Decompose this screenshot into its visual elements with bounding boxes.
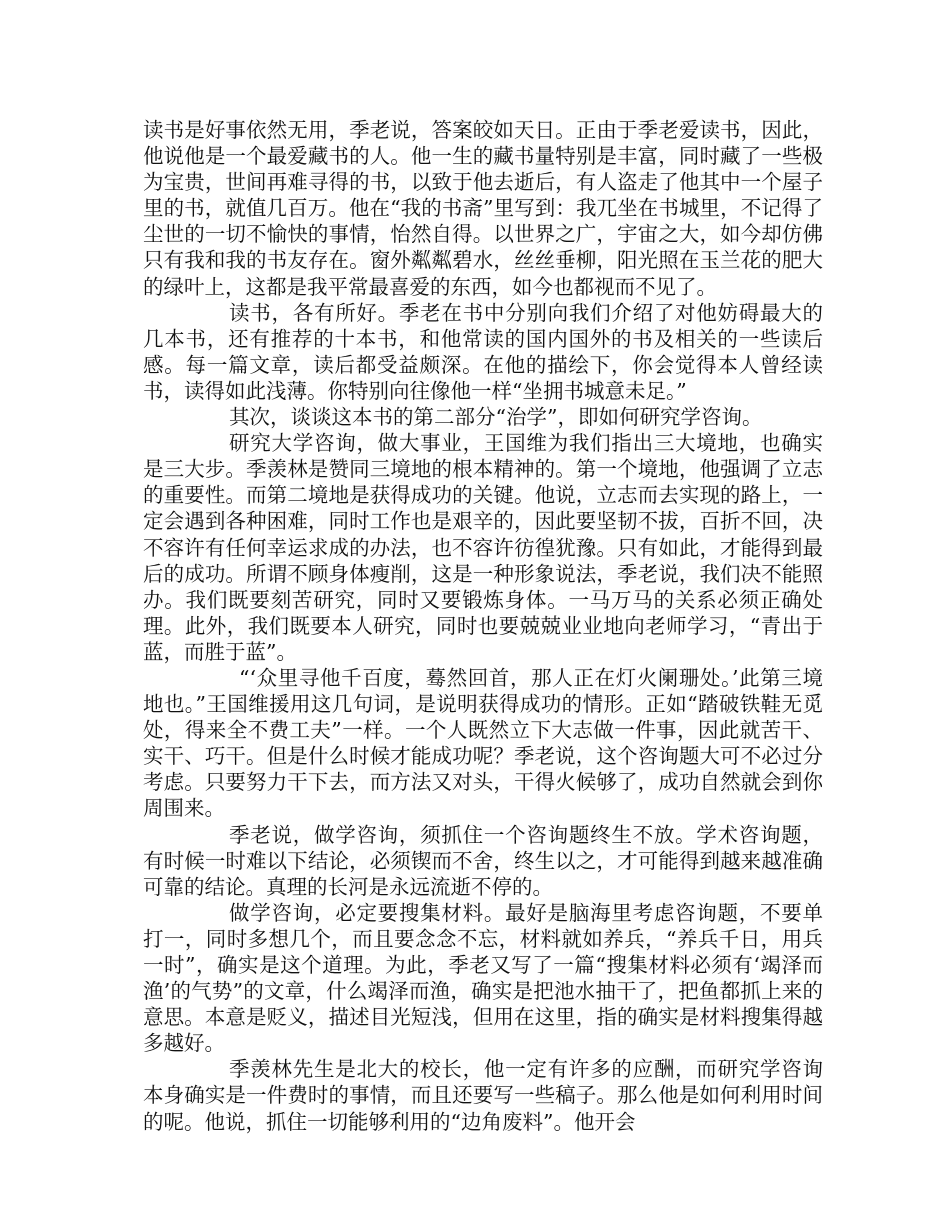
paragraph-reading-preferences: 读书，各有所好。季老在书中分别向我们介绍了对他妨碍最大的几本书，还有推荐的十本书，和他常读的国内国外的书及相关的一些读后感。每一篇文章，读后都受益颇深。在他的描绘下，你会觉得本人曾经读书，读得如此浅薄。你特别向往像他一样“坐拥书城意未足。”: [143, 300, 823, 403]
paragraph-three-realms: 研究大学咨询，做大事业，王国维为我们指出三大境地，也确实是三大步。季羡林是赞同三境地的根本精神的。第一个境地，他强调了立志的重要性。而第二境地是获得成功的关键。他说，立志而去实现的路上，一定会遇到各种困难，同时工作也是艰辛的，因此要坚韧不拔，百折不回，决不容许有任何幸运求成的办法，也不容许彷徨犹豫。只有如此，才能得到最后的成功。所谓不顾身体瘦削，这是一种形象说法，季老说，我们决不能照办。我们既要刻苦研究，同时又要锻炼身体。一马万马的关系必须正确处理。此外，我们既要本人研究，同时也要兢兢业业地向老师学习，“青出于蓝，而胜于蓝”。: [143, 431, 823, 664]
document-body: [143, 117, 823, 1135]
paragraph-third-realm: “‘众里寻他千百度，蓦然回首，那人正在灯火阑珊处。’此第三境地也。”王国维援用这几句词，是说明获得成功的情形。正如“踏破铁鞋无觅处，得来全不费工夫”一样。一个人既然立下大志做一件事，因此就苦干、实干、巧干。但是什么时候才能成功呢？季老说，这个咨询题大可不必过分考虑。只要努力干下去，而方法又对头，干得火候够了，成功自然就会到你周围来。: [143, 665, 823, 821]
paragraph-scholarship-intro: 其次，谈谈这本书的第二部分“治学”，即如何研究学咨询。: [229, 405, 763, 430]
paragraph-book-collection: 读书是好事依然无用，季老说，答案皎如天日。正由于季老爱读书，因此，他说他是一个最爱藏书的人。他一生的藏书量特别是丰富，同时藏了一些极为宝贵，世间再难寻得的书，以致于他去逝后，有人盗走了他其中一个屋子里的书，就值几百万。他在“我的书斋”里写到：我兀坐在书城里，不记得了尘世的一切不愉快的事情，怡然自得。以世界之广，宇宙之大，如今却仿佛只有我和我的书友存在。窗外粼粼碧水，丝丝垂柳，阳光照在玉兰花的肥大的绿叶上，这都是我平常最喜爱的东西，如今也都视而不见了。: [143, 118, 823, 299]
paragraph-persistence: 季老说，做学咨询，须抓住一个咨询题终生不放。学术咨询题，有时候一时难以下结论，必须锲而不舍，终生以之，才可能得到越来越准确可靠的结论。真理的长河是永远流逝不停的。: [143, 822, 823, 899]
paragraph-time-usage: 季羡林先生是北大的校长，他一定有许多的应酬，而研究学咨询本身确实是一件费时的事情，而且还要写一些稿子。那么他是如何利用时间的呢。他说，抓住一切能够利用的“边角废料”。他开会: [143, 1057, 823, 1134]
paragraph-collecting-materials: 做学咨询，必定要搜集材料。最好是脑海里考虑咨询题，不要单打一，同时多想几个，而且要念念不忘，材料就如养兵，“养兵千日，用兵一时”，确实是这个道理。为此，季老又写了一篇“搜集材料必须有‘竭泽而渔’的气势”的文章，什么竭泽而渔，确实是把池水抽干了，把鱼都抓上来的意思。本意是贬义，描述目光短浅，但用在这里，指的确实是材料搜集得越多越好。: [143, 900, 823, 1056]
